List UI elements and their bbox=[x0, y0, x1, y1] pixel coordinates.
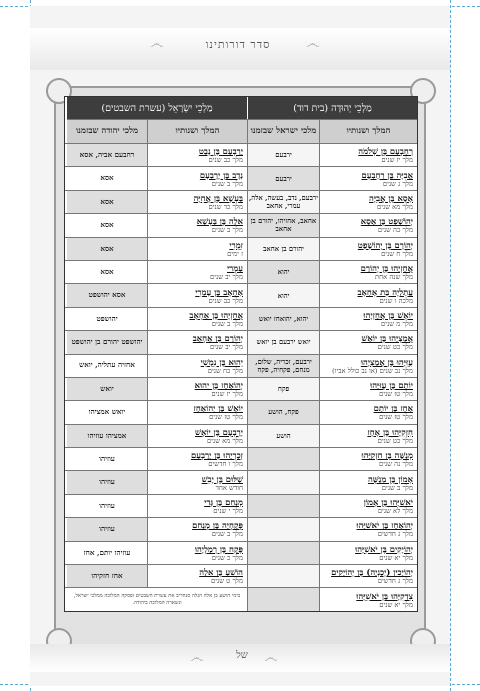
exile-note: בימי הושע בן אלה הגלה סנחריב את עשרת השבטים ופסקה המלוכה ממלכי ישראל, ונשארה המלוכה ביהודה. bbox=[73, 592, 241, 606]
judah-king-name: יֹאשִׁיָּהוּ בֶּן אָמוֹן bbox=[363, 497, 413, 508]
israel-king-reign: מלך כח שנים bbox=[207, 366, 243, 375]
judah-king-cell bbox=[319, 355, 417, 377]
col-header-judah-king: המלך ושנותיו bbox=[319, 119, 417, 143]
judah-king-reign: מלך ב שנים bbox=[381, 483, 413, 492]
israel-king-name: נָדָב בֶּן יָרָבְעָם bbox=[199, 169, 243, 180]
israel-sync-cell: אחז חזקיהו bbox=[67, 565, 147, 587]
table-row bbox=[65, 494, 417, 517]
judah-king-cell bbox=[319, 448, 417, 470]
judah-king-reign: מלך ג חדשים bbox=[377, 577, 413, 586]
israel-sync-cell: אסא bbox=[100, 266, 114, 276]
israel-king-reign: מלך כד שנים bbox=[208, 202, 243, 211]
israel-king-name: יְהוֹרָם בֶּן אַחְאָב bbox=[192, 333, 243, 344]
judah-king-reign: מלך ח שנים bbox=[381, 249, 413, 258]
israel-king-name: זִמְרִי bbox=[229, 239, 243, 250]
israel-king-cell bbox=[147, 495, 247, 517]
israel-king-name: יוֹאָשׁ בֶּן יְהוֹאָחָז bbox=[193, 403, 243, 414]
judah-king-cell bbox=[319, 214, 417, 236]
page-footer-label: של bbox=[236, 650, 248, 661]
israel-king-name: יְהוֹאָחָז בֶּן יֵהוּא bbox=[194, 380, 243, 391]
israel-sync-cell: יהושפט יהורם בן יהושפט bbox=[67, 331, 147, 353]
judah-king-name: יְהוֹיָקִים בֶּן יֹאשִׁיָּהוּ bbox=[355, 543, 413, 554]
judah-king-cell bbox=[319, 378, 417, 400]
israel-king-cell bbox=[147, 518, 247, 540]
israel-king-reign: מלך ב שנים bbox=[211, 319, 243, 328]
judah-sync-cell: יהורם בן אחאב bbox=[247, 238, 319, 260]
judah-king-cell bbox=[319, 308, 417, 330]
israel-sync-cell: רחבעם אביה, אסא bbox=[67, 144, 147, 166]
judah-king-reign: מלך נב שנים (או נב כולל אביו) bbox=[332, 366, 413, 375]
israel-king-name: אֵלָה בֶּן בַּעְשָׁא bbox=[196, 216, 243, 227]
israel-king-cell bbox=[147, 284, 247, 306]
judah-king-reign: מלך כה שנים bbox=[377, 226, 413, 235]
israel-king-reign: מלך י שנים bbox=[213, 507, 243, 516]
judah-king-cell bbox=[319, 238, 417, 260]
judah-king-name: אָחָז בֶּן יוֹתָם bbox=[373, 403, 413, 414]
israel-sync-cell: עוזיהו bbox=[67, 518, 147, 540]
judah-king-cell bbox=[319, 284, 417, 306]
judah-king-reign: מלך טז שנים bbox=[379, 413, 413, 422]
israel-sync-cell: עוזיהו bbox=[99, 454, 115, 464]
israel-king-reign: מלך כ שנים bbox=[211, 553, 243, 562]
israel-king-name: פֶּקַח בֶּן רְמַלְיָהוּ bbox=[194, 543, 243, 554]
israel-king-reign: מלך ט שנים bbox=[210, 577, 243, 586]
israel-king-name: אַחְאָב בֶּן עָמְרִי bbox=[195, 286, 243, 297]
israel-king-name: יֵהוּא בֶּן נִמְשִׁי bbox=[200, 356, 243, 367]
israel-king-reign: מלך טז שנים bbox=[209, 413, 243, 422]
israel-king-name: זְכַרְיָהוּ בֶּן יָרָבְעָם bbox=[190, 450, 243, 461]
judah-king-cell bbox=[319, 565, 417, 587]
judah-king-reign: מלך מ שנים bbox=[381, 319, 413, 328]
table-row bbox=[65, 587, 417, 610]
table-row bbox=[65, 190, 417, 213]
judah-king-cell bbox=[319, 331, 417, 353]
israel-king-name: יָרָבְעָם בֶּן נְבָט bbox=[198, 146, 243, 157]
israel-king-reign: מלך ב שנים bbox=[211, 179, 243, 188]
judah-king-cell bbox=[319, 191, 417, 213]
judah-king-name: אֲבִיָּה בֶּן רְחַבְעָם bbox=[361, 169, 413, 180]
israel-sync-cell: עוזיהו bbox=[67, 471, 147, 493]
judah-king-name: יְהוֹאָחָז בֶּן יֹאשִׁיָּהוּ bbox=[356, 520, 413, 531]
judah-king-cell bbox=[319, 167, 417, 189]
kings-table bbox=[64, 96, 418, 612]
judah-sync-cell: יהוא bbox=[247, 261, 319, 283]
israel-sync-cell: עוזיהו יותם, אחז bbox=[83, 547, 131, 557]
israel-king-cell bbox=[147, 214, 247, 236]
israel-sync-cell: יואש bbox=[67, 378, 147, 400]
judah-sync-cell: פקח, הושע bbox=[247, 401, 319, 423]
israel-king-reign: מלך ב שנים bbox=[211, 530, 243, 539]
israel-king-name: עָמְרִי bbox=[226, 263, 243, 274]
judah-sync-cell: יואש ירבעם בן יואש bbox=[247, 331, 319, 353]
judah-sync-cell: ירבעם, נדב, בעשה, אלה, עמרי, אחאב bbox=[247, 191, 319, 213]
judah-king-name: אָמוֹן בֶּן מְנַשֶּׁה bbox=[367, 473, 413, 484]
judah-king-reign: מלך כט שנים bbox=[377, 436, 413, 445]
israel-king-name: פְּקַחְיָה בֶּן מְנַחֵם bbox=[192, 520, 243, 531]
judah-king-name: יוֹאָשׁ בֶּן אֲחַזְיָהוּ bbox=[363, 309, 413, 320]
judah-king-reign: מלכה ו שנים bbox=[379, 296, 413, 305]
israel-king-name: אֲחַזְיָהוּ בֶּן אַחְאָב bbox=[189, 309, 243, 320]
israel-sync-cell: אסא bbox=[67, 238, 147, 260]
israel-king-name: הוֹשֵׁעַ בֶּן אֵלָה bbox=[199, 567, 243, 578]
israel-king-cell bbox=[147, 308, 247, 330]
israel-kings-band: מַלְכֵי יִשְׂרָאֵל (עשרת השבטים) bbox=[67, 97, 247, 119]
judah-king-reign: מלך ג חדשים bbox=[377, 530, 413, 539]
judah-sync-cell: פקח bbox=[247, 378, 319, 400]
table-row bbox=[65, 447, 417, 470]
swirl-ornament-icon: ෴ bbox=[264, 650, 278, 666]
israel-king-cell bbox=[147, 331, 247, 353]
judah-king-cell bbox=[319, 542, 417, 564]
judah-king-cell bbox=[319, 495, 417, 517]
swirl-ornament-icon: ෴ bbox=[306, 36, 320, 52]
israel-king-cell bbox=[147, 401, 247, 423]
israel-king-name: בַּעְשָׁא בֶּן אֲחִיָּה bbox=[193, 192, 243, 203]
judah-king-name: מְנַשֶּׁה בֶּן חִזְקִיָּהוּ bbox=[361, 450, 413, 461]
judah-sync-cell bbox=[247, 518, 319, 540]
judah-sync-cell bbox=[247, 588, 319, 610]
israel-king-cell bbox=[147, 542, 247, 564]
israel-king-cell bbox=[147, 191, 247, 213]
israel-sync-cell: יהושפט bbox=[96, 313, 118, 323]
table-row bbox=[65, 283, 417, 306]
col-header-israel-king: המלך ושנותיו bbox=[147, 119, 247, 143]
israel-king-name: מְנַחֵם בֶּן גָּדִי bbox=[204, 497, 243, 508]
table-row bbox=[65, 564, 417, 587]
judah-king-reign: מלך טז שנים bbox=[379, 390, 413, 399]
judah-king-name: אָסָא בֶּן אֲבִיָּה bbox=[369, 192, 413, 203]
table-row bbox=[65, 470, 417, 493]
judah-king-cell bbox=[319, 518, 417, 540]
judah-king-cell bbox=[319, 471, 417, 493]
israel-king-cell bbox=[147, 261, 247, 283]
page-header-title: סדר דורותינו bbox=[205, 38, 271, 51]
israel-king-cell bbox=[147, 144, 247, 166]
table-row bbox=[65, 307, 417, 330]
col-header-judah-sync: מלכי ישראל שבזמנו bbox=[247, 119, 319, 143]
table-row bbox=[65, 166, 417, 189]
judah-sync-cell: ירבעם bbox=[247, 144, 319, 166]
judah-kings-band: מַלְכֵי יְהוּדָה (בית דוד) bbox=[247, 97, 417, 119]
israel-sync-cell: יואש אמציהו bbox=[88, 407, 126, 417]
judah-king-name: יוֹתָם בֶּן עֻזִּיָּהוּ bbox=[370, 380, 413, 391]
judah-king-name: עֲתַלְיָה בַּת אַחְאָב bbox=[357, 286, 413, 297]
judah-king-reign: מלך יא שנים bbox=[379, 600, 413, 609]
israel-king-reign: מלך כב שנים bbox=[208, 156, 243, 165]
judah-sync-cell bbox=[247, 495, 319, 517]
israel-king-cell bbox=[147, 565, 247, 587]
judah-king-name: צִדְקִיָּהוּ בֶּן יֹאשִׁיָּהוּ bbox=[356, 590, 413, 601]
table-row bbox=[65, 424, 417, 447]
israel-king-name: שַׁלּוּם בֶּן יָבֵשׁ bbox=[201, 473, 243, 484]
israel-sync-cell: אסא bbox=[67, 191, 147, 213]
judah-king-name: עֻזִּיָּהוּ בֶּן אֲמַצְיָהוּ bbox=[360, 356, 413, 367]
judah-king-name: אֲחַזְיָהוּ בֶּן יְהוֹרָם bbox=[360, 263, 413, 274]
table-row bbox=[65, 237, 417, 260]
israel-king-reign: מלך יב שנים bbox=[210, 273, 243, 282]
judah-king-reign: מלך כט שנים bbox=[377, 343, 413, 352]
judah-sync-cell bbox=[247, 448, 319, 470]
judah-king-reign: מלך ג שנים bbox=[382, 179, 413, 188]
israel-king-reign: מלך מא שנים bbox=[206, 436, 243, 445]
col-header-israel-sync: מלכי יהודה שבזמנו bbox=[67, 119, 147, 143]
israel-king-reign: מלך ב שנים bbox=[211, 226, 243, 235]
israel-king-cell bbox=[147, 425, 247, 447]
israel-king-cell bbox=[147, 378, 247, 400]
israel-sync-cell: אסא bbox=[100, 173, 114, 183]
judah-king-name: אֲמַצְיָהוּ בֶּן יוֹאָשׁ bbox=[361, 333, 413, 344]
judah-king-name: יְהוֹרָם בֶּן יְהוֹשָׁפָט bbox=[357, 239, 413, 250]
israel-king-reign: ז ימים bbox=[227, 249, 243, 258]
judah-king-name: חִזְקִיָּהוּ בֶּן אָחָז bbox=[367, 426, 413, 437]
judah-king-reign: מלך שנה אחת bbox=[374, 273, 413, 282]
table-row bbox=[65, 354, 417, 377]
israel-king-name: יָרָבְעָם בֶּן יוֹאָשׁ bbox=[195, 426, 243, 437]
israel-king-reign: מלך יז שנים bbox=[211, 390, 243, 399]
israel-sync-cell: אסא bbox=[100, 220, 114, 230]
israel-king-reign: מלך כב שנים bbox=[208, 296, 243, 305]
judah-king-cell bbox=[319, 425, 417, 447]
table-row bbox=[65, 213, 417, 236]
judah-king-name: רְחַבְעָם בֶּן שְׁלֹמֹה bbox=[358, 146, 413, 157]
judah-sync-cell bbox=[247, 565, 319, 587]
judah-king-reign: מלך נה שנים bbox=[378, 460, 413, 469]
judah-king-reign: מלך מא שנים bbox=[376, 202, 413, 211]
israel-sync-cell: אחזיה עתליה, יואש bbox=[79, 360, 135, 370]
israel-king-cell bbox=[147, 448, 247, 470]
israel-king-cell bbox=[147, 167, 247, 189]
judah-king-reign: מלך יא שנים bbox=[379, 553, 413, 562]
judah-king-cell bbox=[319, 261, 417, 283]
israel-king-reign: מלך ו חדשים bbox=[208, 460, 243, 469]
israel-sync-cell: עוזיהו bbox=[99, 500, 115, 510]
israel-king-cell bbox=[147, 355, 247, 377]
israel-king-reign: חודש אחד bbox=[215, 483, 243, 492]
table-row bbox=[65, 400, 417, 423]
judah-king-reign: מלך יז שנים bbox=[381, 156, 413, 165]
judah-sync-cell: ירבעם, זכריה, שלום, מנחם, פקחיה, פקח bbox=[247, 355, 319, 377]
swirl-ornament-icon: ෴ bbox=[150, 36, 164, 52]
judah-king-cell bbox=[319, 144, 417, 166]
table-row bbox=[65, 541, 417, 564]
judah-sync-cell: ירבעם bbox=[247, 167, 319, 189]
judah-king-reign: מלך לא שנים bbox=[377, 507, 413, 516]
judah-sync-cell: יהוא, יהואחז יואש bbox=[247, 308, 319, 330]
table-row bbox=[65, 330, 417, 353]
israel-sync-cell: אסא יהושפט bbox=[67, 284, 147, 306]
table-row bbox=[65, 377, 417, 400]
judah-sync-cell: הושע bbox=[247, 425, 319, 447]
israel-king-reign: מלך יב שנים bbox=[210, 343, 243, 352]
judah-king-name: יְהוֹיָכִין (יְכָנְיָה) בֶּן יְהוֹיָקִים bbox=[331, 567, 413, 578]
israel-king-cell bbox=[147, 471, 247, 493]
judah-sync-cell bbox=[247, 542, 319, 564]
table-row bbox=[65, 517, 417, 540]
judah-sync-cell bbox=[247, 471, 319, 493]
swirl-ornament-icon: ෴ bbox=[190, 650, 204, 666]
judah-sync-cell: אחאב, אחזיהו, יהורם בן אחאב bbox=[247, 214, 319, 236]
table-row bbox=[65, 260, 417, 283]
judah-sync-cell: יהוא bbox=[247, 284, 319, 306]
judah-king-cell bbox=[319, 588, 417, 610]
judah-king-cell bbox=[319, 401, 417, 423]
israel-king-cell bbox=[147, 238, 247, 260]
judah-king-name: יְהוֹשָׁפָט בֶּן אָסָא bbox=[360, 216, 413, 227]
israel-sync-cell: אמציהו עוזיהו bbox=[67, 425, 147, 447]
table-row bbox=[65, 143, 417, 166]
